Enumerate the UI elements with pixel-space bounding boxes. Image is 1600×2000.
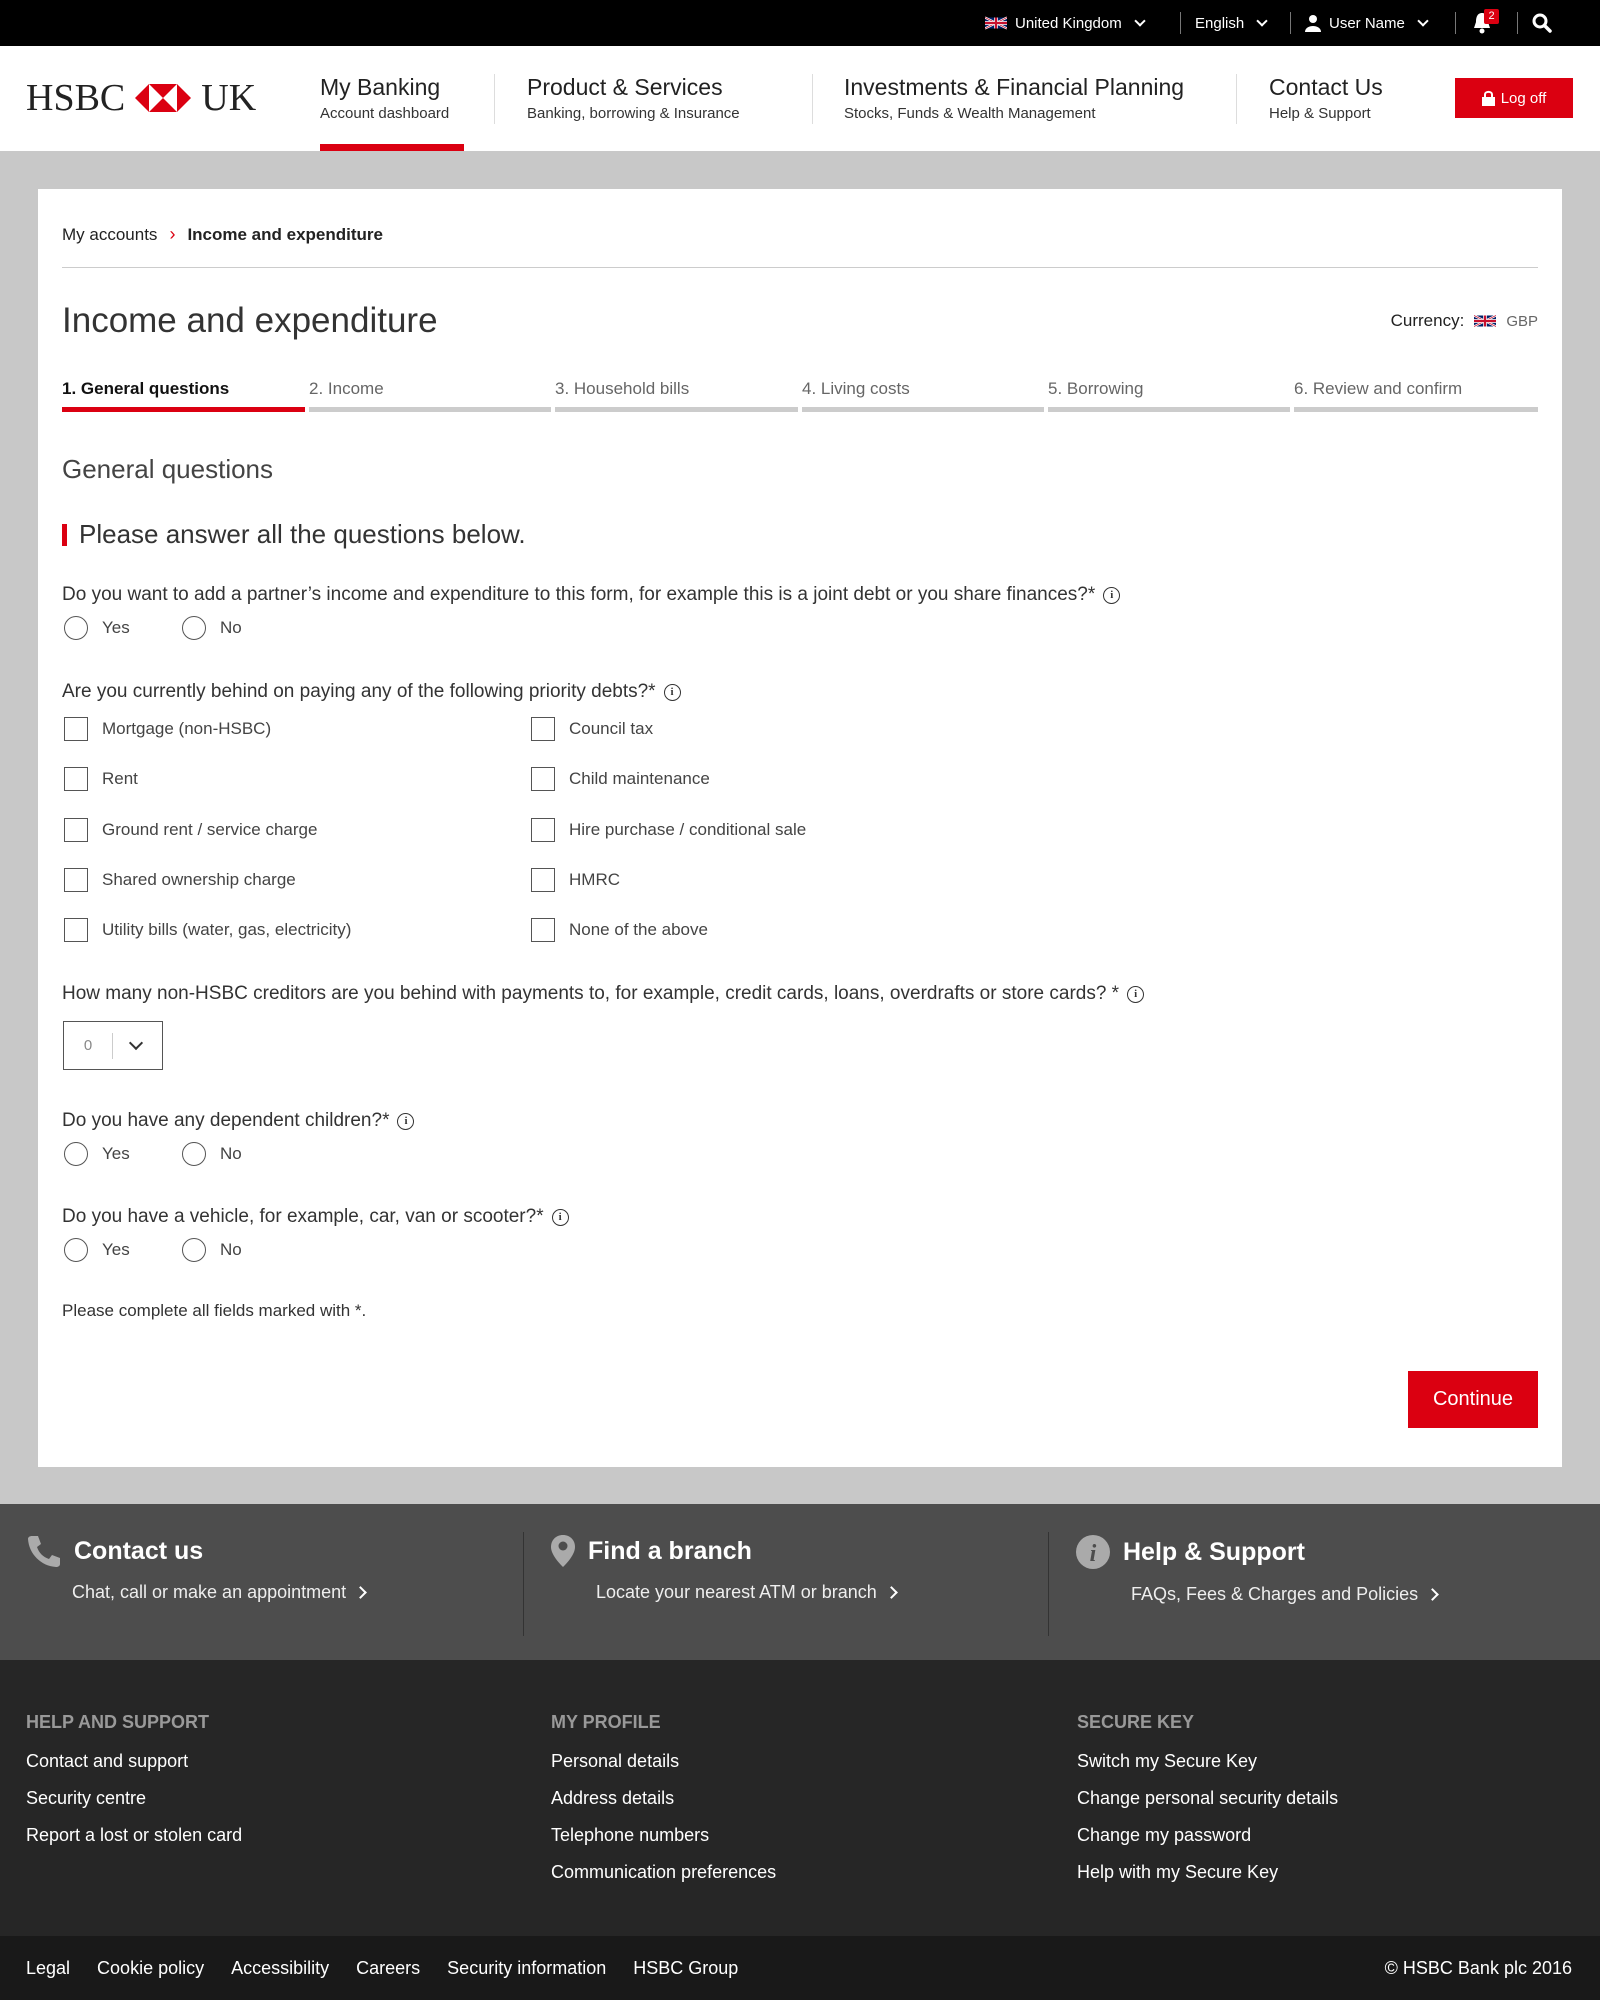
footer-link[interactable]: Report a lost or stolen card [26, 1825, 243, 1845]
accent-bar [62, 524, 67, 546]
user-icon [1305, 14, 1321, 32]
nav-title: My Banking [320, 74, 441, 100]
footer-links [0, 1660, 1600, 1936]
instruction-text: Please answer all the questions below. [79, 519, 526, 549]
info-icon[interactable]: i [1127, 986, 1144, 1003]
step-progress-bar [1048, 407, 1290, 412]
radio-vehicle-yes[interactable] [64, 1238, 182, 1262]
footer-link[interactable]: Switch my Secure Key [1077, 1751, 1258, 1771]
divider [62, 267, 1538, 268]
checkbox-label: Ground rent / service charge [102, 820, 318, 839]
footer-link[interactable]: Contact and support [26, 1751, 189, 1771]
radio-group-partner [64, 616, 300, 640]
promo-contact-us[interactable] [26, 1534, 365, 1603]
question-creditors [62, 983, 1144, 1005]
checkbox-child-maintenance[interactable] [531, 767, 710, 791]
user-name: User Name [1329, 14, 1405, 32]
divider [1180, 12, 1181, 34]
radio-label: No [220, 1144, 242, 1163]
nav-subtitle: Stocks, Funds & Wealth Management [844, 105, 1096, 122]
promo-subtitle: Locate your nearest ATM or branch [596, 1582, 877, 1602]
radio-circle[interactable] [182, 1142, 206, 1166]
step-general-questions[interactable]: 1. General questions [62, 379, 230, 398]
divider [1290, 12, 1291, 34]
radio-label: No [220, 1240, 242, 1259]
checkbox-hire-purchase[interactable] [531, 818, 806, 842]
language-selector[interactable] [1195, 0, 1266, 46]
breadcrumb-my-accounts[interactable]: My accounts [62, 224, 158, 244]
breadcrumb-current: Income and expenditure [187, 224, 383, 244]
footer-heading: SECURE KEY [1077, 1712, 1195, 1732]
question-vehicle [62, 1206, 569, 1228]
checkbox-box[interactable] [64, 767, 88, 791]
nav-divider [1236, 74, 1237, 124]
nav-subtitle: Help & Support [1269, 105, 1371, 122]
checkbox-label: Utility bills (water, gas, electricity) [102, 920, 352, 939]
currency-label: Currency: [1390, 311, 1465, 330]
nav-divider [812, 74, 813, 124]
radio-partner-no[interactable] [182, 616, 300, 640]
step-household-bills[interactable]: 3. Household bills [555, 379, 690, 398]
footer-promo [0, 1504, 1600, 1660]
phone-icon [26, 1534, 62, 1568]
nav-title: Investments & Financial Planning [844, 74, 1185, 100]
nav-products-services[interactable] [527, 74, 740, 122]
nav-subtitle: Account dashboard [320, 105, 450, 122]
checkbox-hmrc[interactable] [531, 868, 620, 892]
nav-contact-us[interactable] [1269, 74, 1383, 122]
radio-circle[interactable] [64, 1238, 88, 1262]
step-borrowing[interactable]: 5. Borrowing [1048, 379, 1144, 398]
logoff-button[interactable] [1455, 78, 1573, 118]
radio-children-yes[interactable] [64, 1142, 182, 1166]
chevron-down-icon [129, 1035, 143, 1049]
question-text: Are you currently behind on paying any of the following priority debts?* [62, 681, 656, 702]
radio-group-vehicle [64, 1238, 300, 1262]
nav-active-indicator [320, 144, 464, 151]
divider [523, 1532, 524, 1636]
radio-circle[interactable] [64, 1142, 88, 1166]
nav-subtitle: Banking, borrowing & Insurance [527, 105, 740, 122]
info-icon[interactable]: i [552, 1209, 569, 1226]
checkbox-label: None of the above [569, 920, 708, 939]
notification-count-badge: 2 [1484, 9, 1499, 24]
nav-title: Contact Us [1269, 74, 1383, 100]
chevron-right-icon [354, 1586, 367, 1599]
checkbox-label: Mortgage (non-HSBC) [102, 719, 272, 738]
footer-heading: HELP AND SUPPORT [26, 1712, 210, 1732]
link-accessibility[interactable]: Accessibility [231, 1958, 330, 1978]
step-progress-bar [555, 407, 798, 412]
question-partner [62, 584, 1120, 606]
footer-link[interactable]: Help with my Secure Key [1077, 1862, 1279, 1882]
question-text: Do you have any dependent children?* [62, 1110, 390, 1131]
step-progress-bar [1294, 407, 1538, 412]
main-content-card [38, 189, 1562, 1467]
radio-label: Yes [102, 1240, 130, 1259]
uk-flag-icon [985, 16, 1007, 30]
required-fields-note: Please complete all fields marked with *. [62, 1301, 367, 1320]
info-circle-icon [1075, 1534, 1111, 1570]
continue-button[interactable]: Continue [1408, 1371, 1538, 1428]
footer-link[interactable]: Personal details [551, 1751, 680, 1771]
checkbox-box[interactable] [531, 818, 555, 842]
radio-group-children [64, 1142, 300, 1166]
radio-circle[interactable] [182, 1238, 206, 1262]
currency-indicator [1391, 311, 1538, 331]
checkbox-box[interactable] [64, 868, 88, 892]
divider [112, 1033, 113, 1059]
checkbox-shared-ownership[interactable] [64, 868, 296, 892]
radio-label: No [220, 618, 242, 637]
chevron-right-icon [885, 1586, 898, 1599]
chevron-down-icon [1417, 15, 1428, 26]
step-progress-bar [802, 407, 1044, 412]
step-progress-bar [309, 407, 551, 412]
link-security-information[interactable]: Security information [447, 1958, 607, 1978]
creditors-select[interactable] [63, 1021, 163, 1070]
link-legal[interactable]: Legal [26, 1958, 71, 1978]
checkbox-utility-bills[interactable] [64, 918, 351, 942]
link-cookie-policy[interactable]: Cookie policy [97, 1958, 205, 1978]
map-pin-icon [550, 1534, 576, 1568]
top-utility-bar [0, 0, 1600, 46]
footer-col-help [26, 1712, 242, 1862]
chevron-down-icon [1257, 15, 1268, 26]
footer-link[interactable]: Change my password [1077, 1825, 1252, 1845]
step-living-costs[interactable]: 4. Living costs [802, 379, 910, 398]
checkbox-box[interactable] [531, 767, 555, 791]
checkbox-box[interactable] [64, 918, 88, 942]
promo-subtitle: Chat, call or make an appointment [72, 1582, 347, 1602]
divider [1517, 12, 1518, 34]
footer-link[interactable]: Telephone numbers [551, 1825, 710, 1845]
copyright: © HSBC Bank plc 2016 [1384, 1958, 1572, 1978]
question-children [62, 1110, 414, 1132]
checkbox-label: Child maintenance [569, 769, 710, 788]
checkbox-council-tax[interactable] [531, 717, 653, 741]
step-progress-bar [62, 407, 305, 412]
section-title: General questions [62, 454, 274, 484]
checkbox-box[interactable] [531, 918, 555, 942]
legal-links [26, 1958, 738, 1979]
uk-flag-icon [1474, 314, 1496, 328]
promo-title: Find a branch [588, 1536, 752, 1565]
logo-region: UK [201, 77, 257, 119]
country-label: United Kingdom [1015, 14, 1122, 32]
checkbox-box[interactable] [531, 717, 555, 741]
footer-bottom-bar [0, 1936, 1600, 2000]
radio-label: Yes [102, 1144, 130, 1163]
select-value: 0 [83, 1037, 93, 1054]
radio-label: Yes [102, 618, 130, 637]
logoff-label: Log off [1500, 89, 1547, 107]
chevron-right-icon [1426, 1588, 1439, 1601]
footer-link[interactable]: Change personal security details [1077, 1788, 1339, 1808]
checkbox-box[interactable] [531, 868, 555, 892]
divider [1455, 12, 1456, 34]
checkbox-rent[interactable] [64, 767, 138, 791]
info-icon[interactable]: i [664, 684, 681, 701]
main-header [0, 46, 1600, 151]
step-review-confirm[interactable]: 6. Review and confirm [1294, 379, 1463, 398]
step-income[interactable]: 2. Income [309, 379, 384, 398]
radio-children-no[interactable] [182, 1142, 300, 1166]
footer-col-profile [551, 1712, 776, 1899]
info-icon[interactable]: i [1103, 587, 1120, 604]
divider [1048, 1532, 1049, 1636]
checkbox-mortgage[interactable] [64, 717, 271, 741]
promo-title: Contact us [74, 1536, 204, 1565]
user-menu[interactable] [1305, 0, 1427, 46]
search-button[interactable] [1532, 0, 1552, 46]
checkbox-label: Council tax [569, 719, 654, 738]
radio-vehicle-no[interactable] [182, 1238, 300, 1262]
radio-circle[interactable] [182, 616, 206, 640]
footer-link[interactable]: Address details [551, 1788, 675, 1808]
nav-divider [494, 74, 495, 124]
promo-subtitle: FAQs, Fees & Charges and Policies [1131, 1584, 1419, 1604]
lock-icon [1482, 90, 1495, 106]
question-text: How many non-HSBC creditors are you behind with payments to, for example, credit cards, loans, overdrafts or store cards? * [62, 983, 1120, 1004]
question-text: Do you have a vehicle, for example, car, van or scooter?* [62, 1206, 544, 1227]
chevron-right-icon: › [169, 224, 176, 244]
checkbox-ground-rent[interactable] [64, 818, 317, 842]
checkbox-label: Hire purchase / conditional sale [569, 820, 807, 839]
footer-link[interactable]: Security centre [26, 1788, 147, 1808]
checkbox-label: Rent [102, 769, 138, 788]
info-icon[interactable]: i [397, 1113, 414, 1130]
instruction-note [62, 519, 526, 550]
link-hsbc-group[interactable]: HSBC Group [633, 1958, 739, 1978]
promo-title: Help & Support [1123, 1537, 1305, 1566]
currency-code: GBP [1506, 312, 1538, 330]
chevron-down-icon [1134, 15, 1145, 26]
radio-partner-yes[interactable] [64, 616, 182, 640]
language-label: English [1195, 14, 1245, 32]
question-text: Do you want to add a partner’s income and expenditure to this form, for example this is a joint debt or you share finances?* [62, 584, 1096, 605]
footer-col-secure-key [1077, 1712, 1338, 1899]
nav-my-banking[interactable] [320, 74, 449, 122]
logo-text: HSBC [26, 77, 126, 119]
radio-circle[interactable] [64, 616, 88, 640]
hsbc-logo[interactable] [26, 76, 256, 120]
search-icon [1532, 13, 1552, 33]
checkbox-box[interactable] [64, 717, 88, 741]
footer-heading: MY PROFILE [551, 1712, 661, 1732]
page-title: Income and expenditure [62, 301, 438, 340]
checkbox-label: HMRC [569, 870, 620, 889]
promo-find-branch[interactable] [550, 1534, 896, 1603]
hsbc-hexagon-icon [135, 84, 191, 112]
nav-title: Product & Services [527, 74, 723, 100]
nav-investments[interactable] [844, 74, 1184, 122]
checkbox-box[interactable] [64, 818, 88, 842]
footer-link[interactable]: Communication preferences [551, 1862, 777, 1882]
question-priority-debts [62, 681, 681, 703]
checkbox-label: Shared ownership charge [102, 870, 296, 889]
checkbox-none[interactable] [531, 918, 708, 942]
link-careers[interactable]: Careers [356, 1958, 421, 1978]
country-selector[interactable] [985, 0, 1144, 46]
svg-text:i: i [1089, 1541, 1097, 1567]
promo-help-support[interactable] [1075, 1534, 1437, 1605]
breadcrumb [62, 224, 383, 245]
